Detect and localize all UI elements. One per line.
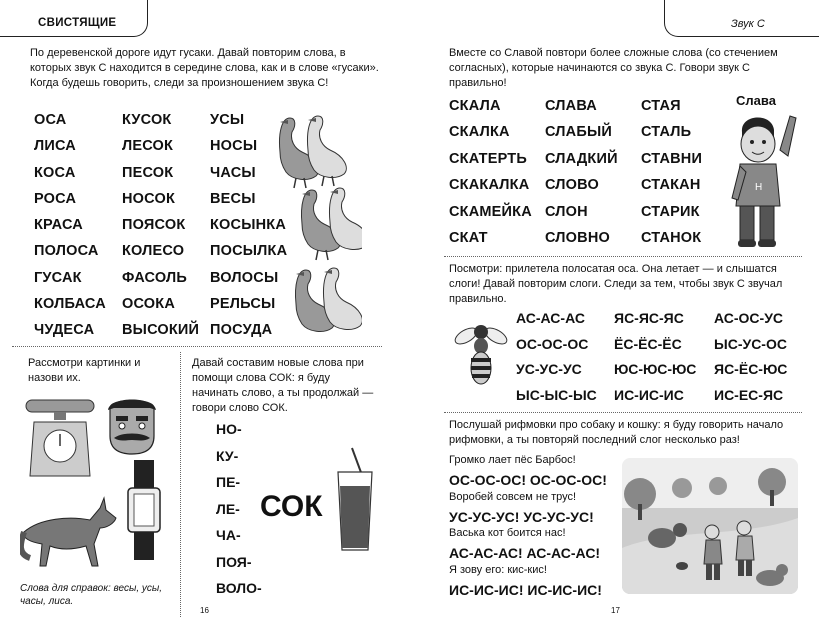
syllable: ЯС-ЯС-ЯС [614, 310, 684, 326]
syllable: ЯС-ЁС-ЮС [714, 361, 788, 378]
rhyme-intro: Послушай рифмовки про собаку и кошку: я буду говорить начало рифмовки, а ты повторяй последний слог несколько раз! [449, 419, 784, 446]
prefix-list [216, 421, 262, 607]
word: КОСЫНКА [210, 217, 286, 234]
word: СЛОВНО [545, 229, 610, 246]
right-header-title: Звук С [731, 18, 765, 30]
word: СТАКАН [641, 177, 701, 194]
word: СТАНОК [641, 229, 702, 246]
divider [180, 352, 181, 617]
geese-illustration [272, 112, 362, 340]
reference-words: Слова для справок: весы, усы, часы, лиса. [20, 583, 163, 607]
prefix: КУ- [216, 447, 239, 464]
scales-image [24, 398, 96, 478]
word: КОСА [34, 164, 76, 181]
word: ВЕСЫ [210, 190, 256, 207]
word: СКАЛКА [449, 124, 510, 141]
big-word-sok: СОК [260, 490, 323, 523]
syllable: ИС-ЕС-ЯС [714, 387, 784, 404]
syllable: ЁС-ЁС-ЁС [614, 335, 682, 352]
wasp-intro: Посмотри: прилетела полосатая оса. Она летает — и слышатся слоги! Давай повторим слоги. Следи за тем, чтобы звук С звучал правильно. [449, 263, 783, 305]
divider [444, 412, 802, 413]
word: СТАВНИ [641, 150, 703, 167]
prefix: ЛЕ- [216, 500, 240, 517]
prefix: ЧА- [216, 527, 241, 543]
word: СТАРИК [641, 203, 700, 220]
svg-text:H: H [755, 182, 763, 193]
word: ПОЯСОК [122, 217, 186, 234]
word: КРАСА [34, 217, 83, 234]
left-intro-text: По деревенской дороге идут гусаки. Давай повторим слова, в которых звук С находится в середине слова, как и в слове «гусаки». Когда будешь говорить, следи за произношением звука С! [30, 47, 379, 89]
page-number-right: 17 [611, 606, 620, 615]
word: ПОСУДА [210, 322, 273, 339]
word: ЛЕСОК [122, 138, 174, 155]
rhyme-repeat: АС-АС-АС! АС-АС-АС! [449, 545, 601, 562]
prefix: ПЕ- [216, 474, 241, 490]
rhyme-line: Воробей совсем не трус! [449, 490, 577, 503]
prefix: ВОЛО- [216, 580, 262, 596]
word: ЧАСЫ [210, 164, 256, 181]
wristwatch-image [126, 460, 162, 560]
goose-pair-1 [279, 116, 346, 188]
rhyme-repeat: ИС-ИС-ИС! ИС-ИС-ИС! [449, 582, 602, 599]
fox-image [20, 488, 124, 570]
rhyme-line: Громко лает пёс Барбос! [449, 454, 576, 466]
syllable: АС-ОС-УС [714, 310, 784, 326]
word: СЛАБЫЙ [545, 124, 612, 141]
word: ОСОКА [122, 296, 175, 313]
word: СТАЛЬ [641, 124, 692, 141]
park-scene-image [622, 458, 798, 594]
word: КОЛЕСО [122, 243, 185, 260]
word: ЛИСА [34, 138, 76, 155]
word: РОСА [34, 190, 77, 207]
prefix: ПОЯ- [216, 553, 252, 570]
right-word-grid [449, 98, 737, 256]
word: СКАКАЛКА [449, 177, 530, 194]
word: СКАМЕЙКА [449, 203, 532, 220]
word: КОЛБАСА [34, 296, 106, 313]
word: ФАСОЛЬ [122, 269, 187, 286]
right-intro-text: Вместе со Славой повтори более сложные слова (со стечением согласных), которые начинаются со звука С. Говори звук С правильно! [449, 47, 778, 89]
word: НОСЫ [210, 138, 258, 155]
character-name: Слава [736, 93, 776, 108]
rhyme-line: Я зову его: кис-кис! [449, 563, 547, 576]
goose-pair-2 [301, 188, 362, 260]
word: УСЫ [210, 112, 245, 128]
divider [444, 256, 802, 257]
word: ЧУДЕСА [34, 322, 95, 339]
word: КУСОК [122, 112, 172, 128]
divider [12, 346, 382, 347]
rhyme-repeat: ОС-ОС-ОС! ОС-ОС-ОС! [449, 472, 607, 489]
page-number-left: 16 [200, 606, 209, 615]
juice-glass-image [332, 446, 378, 554]
syllable: ИС-ИС-ИС [614, 387, 684, 404]
word: СКАЛА [449, 98, 501, 114]
rhyme-repeat: УС-УС-УС! УС-УС-УС! [449, 508, 594, 525]
syllable: ЫС-УС-ОС [714, 335, 787, 352]
word: СЛОН [545, 203, 588, 220]
word: ОСА [34, 112, 67, 128]
word: РЕЛЬСЫ [210, 296, 276, 313]
left-word-grid [34, 112, 300, 349]
syllable: ЮС-ЮС-ЮС [614, 361, 697, 378]
boy-slava-image [726, 110, 802, 250]
word: СЛАВА [545, 98, 597, 114]
word: СКАТЕРТЬ [449, 150, 527, 167]
word: СТАЯ [641, 98, 681, 114]
left-header-title: СВИСТЯЩИЕ [38, 17, 117, 29]
word: СЛАДКИЙ [545, 150, 618, 167]
word: СКАТ [449, 229, 488, 246]
syllable: ЫС-ЫС-ЫС [516, 387, 597, 404]
word: ПОСЫЛКА [210, 243, 288, 260]
syllable: ОС-ОС-ОС [516, 335, 589, 352]
word: ПОЛОСА [34, 243, 99, 260]
word: СЛОВО [545, 177, 599, 194]
goose-pair-3 [295, 268, 362, 331]
word: ВЫСОКИЙ [122, 322, 200, 339]
prefix: НО- [216, 421, 242, 437]
pictures-caption: Рассмотри картинки и назови их. [28, 357, 141, 384]
word: ВОЛОСЫ [210, 269, 279, 286]
compose-intro: Давай составим новые слова при помощи слова СОК: я буду начинать слово, а ты продолжай — говори слово СОК. [192, 357, 374, 414]
wasp-image [452, 318, 510, 388]
word: ПЕСОК [122, 164, 174, 181]
syllable: УС-УС-УС [516, 361, 582, 378]
syllable-grid [516, 310, 804, 413]
syllable: АС-АС-АС [516, 310, 585, 326]
rhyme-line: Васька кот боится нас! [449, 527, 566, 540]
rhyme-list [449, 454, 607, 600]
word: ГУСАК [34, 269, 82, 286]
word: НОСОК [122, 190, 175, 207]
man-with-mustache-image [100, 396, 164, 456]
